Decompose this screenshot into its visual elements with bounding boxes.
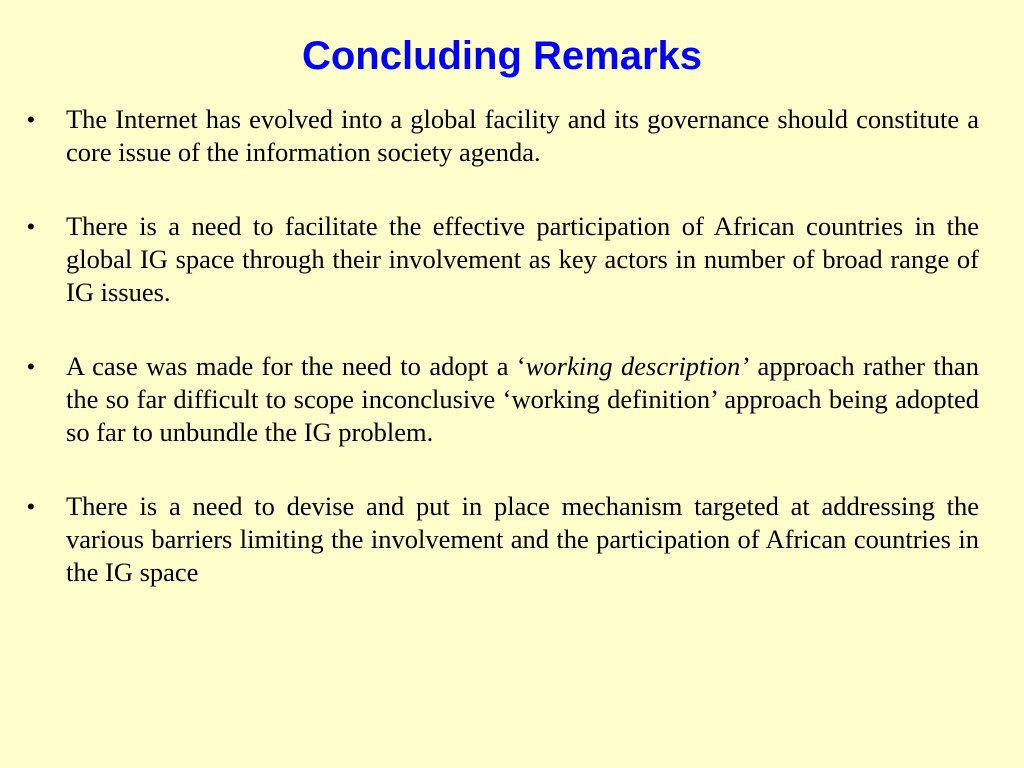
bullet-text: The Internet has evolved into a global facility and its governance should constitute a core issue of the information society agenda. [66,104,979,167]
bullet-dot-icon: • [27,214,35,239]
slide-title: Concluding Remarks [301,34,703,78]
bullet-item [27,490,979,589]
bullet-item [27,103,979,169]
bullet-item [27,350,979,449]
bullet-text: There is a need to facilitate the effective participation of African countries in the global IG space through their involvement as key actors in number of broad range of IG issues. [66,211,979,307]
bullet-text-start: A case was made for the need to adopt a ‘ [66,351,526,381]
bullet-text: There is a need to devise and put in place mechanism targeted at addressing the various barriers limiting the involvement and the participation of African countries in the IG space [66,491,979,587]
bullet-text-end: approach rather than the so far difficult to scope inconclusive ‘working definition’ approach being adopted so far to unbundle the IG problem. [66,351,979,447]
bullet-text-emphasis: working description’ [525,351,750,381]
bullet-list [27,103,979,630]
bullet-item [27,210,979,309]
bullet-dot-icon: • [27,354,35,379]
bullet-dot-icon: • [27,107,35,132]
bullet-dot-icon: • [27,494,35,519]
